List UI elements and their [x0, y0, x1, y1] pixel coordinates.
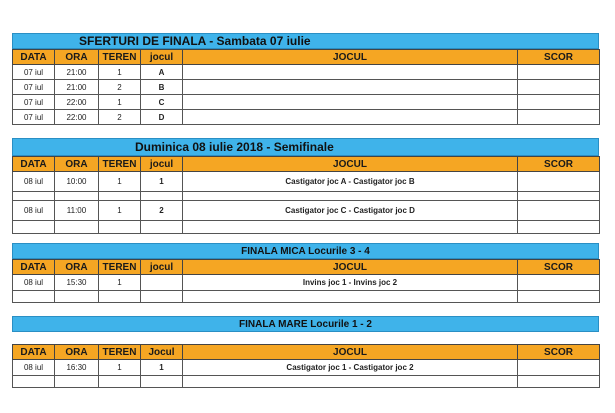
header-teren: TEREN	[99, 50, 141, 65]
header-jocul: jocul	[141, 157, 183, 172]
cell-scor	[518, 95, 600, 110]
table-row	[13, 172, 600, 192]
cell-scor	[518, 201, 600, 221]
cell-jocul: C	[141, 95, 183, 110]
header-ora: ORA	[55, 50, 99, 65]
semifinals-title: Duminica 08 iulie 2018 - Semifinale	[135, 140, 334, 154]
header-data: DATA	[13, 50, 55, 65]
cell-teren: 1	[99, 172, 141, 192]
cell-teren: 1	[99, 95, 141, 110]
cell-joc: Invins joc 1 - Invins joc 2	[183, 275, 518, 291]
cell-jocul: A	[141, 65, 183, 80]
small-final-title: FINALA MICA Locurile 3 - 4	[241, 245, 370, 257]
table-row	[13, 65, 600, 80]
table-row-spacer	[13, 221, 600, 234]
cell-jocul: 1	[141, 172, 183, 192]
header-teren: TEREN	[99, 260, 141, 275]
cell-teren: 1	[99, 201, 141, 221]
cell-ora: 11:00	[55, 201, 99, 221]
header-row	[13, 260, 600, 275]
cell-teren: 1	[99, 275, 141, 291]
header-teren: TEREN	[99, 345, 141, 360]
quarterfinals-title: SFERTURI DE FINALA - Sambata 07 iulie	[79, 34, 311, 48]
grand-final-title: FINALA MARE Locurile 1 - 2	[239, 318, 372, 330]
cell-jocul: 1	[141, 360, 183, 376]
header-row	[13, 157, 600, 172]
table-row-spacer	[13, 376, 600, 388]
header-scor: SCOR	[518, 345, 600, 360]
cell-jocul: B	[141, 80, 183, 95]
cell-joc	[183, 95, 518, 110]
table-row	[13, 110, 600, 125]
table-row	[13, 360, 600, 376]
header-ora: ORA	[55, 345, 99, 360]
grand-final-table	[12, 344, 600, 388]
header-jocul: jocul	[141, 260, 183, 275]
cell-ora: 21:00	[55, 65, 99, 80]
cell-scor	[518, 360, 600, 376]
header-scor: SCOR	[518, 157, 600, 172]
header-row	[13, 345, 600, 360]
cell-ora: 10:00	[55, 172, 99, 192]
cell-ora: 22:00	[55, 110, 99, 125]
header-joc: JOCUL	[183, 50, 518, 65]
header-scor: SCOR	[518, 260, 600, 275]
cell-ora: 16:30	[55, 360, 99, 376]
cell-joc	[183, 110, 518, 125]
cell-joc	[183, 65, 518, 80]
grand-final-title-bar	[12, 316, 599, 332]
header-row	[13, 50, 600, 65]
table-row	[13, 80, 600, 95]
small-final-table	[12, 259, 600, 303]
header-joc: JOCUL	[183, 157, 518, 172]
table-row-spacer	[13, 291, 600, 303]
quarterfinals-title-bar	[12, 33, 599, 49]
cell-data: 08 iul	[13, 275, 55, 291]
semifinals-section	[12, 138, 599, 234]
cell-ora: 15:30	[55, 275, 99, 291]
header-data: DATA	[13, 260, 55, 275]
table-row	[13, 275, 600, 291]
header-ora: ORA	[55, 260, 99, 275]
cell-scor	[518, 80, 600, 95]
cell-data: 07 iul	[13, 95, 55, 110]
grand-final-section	[12, 316, 599, 388]
header-scor: SCOR	[518, 50, 600, 65]
cell-data: 07 iul	[13, 80, 55, 95]
table-row-spacer	[13, 192, 600, 201]
cell-jocul: D	[141, 110, 183, 125]
header-jocul: Jocul	[141, 345, 183, 360]
cell-jocul: 2	[141, 201, 183, 221]
cell-joc: Castigator joc A - Castigator joc B	[183, 172, 518, 192]
cell-joc: Castigator joc 1 - Castigator joc 2	[183, 360, 518, 376]
cell-joc: Castigator joc C - Castigator joc D	[183, 201, 518, 221]
cell-data: 08 iul	[13, 172, 55, 192]
cell-scor	[518, 110, 600, 125]
cell-data: 07 iul	[13, 65, 55, 80]
cell-teren: 2	[99, 110, 141, 125]
semifinals-title-bar	[12, 138, 599, 156]
table-row	[13, 201, 600, 221]
cell-teren: 1	[99, 360, 141, 376]
grand-final-gap	[12, 332, 599, 344]
quarterfinals-table	[12, 49, 600, 125]
cell-teren: 2	[99, 80, 141, 95]
table-row	[13, 95, 600, 110]
quarterfinals-section	[12, 33, 599, 125]
small-final-section	[12, 243, 599, 303]
small-final-title-bar	[12, 243, 599, 259]
semifinals-table	[12, 156, 600, 234]
cell-ora: 21:00	[55, 80, 99, 95]
header-ora: ORA	[55, 157, 99, 172]
header-joc: JOCUL	[183, 260, 518, 275]
cell-jocul	[141, 275, 183, 291]
cell-data: 08 iul	[13, 201, 55, 221]
cell-data: 07 iul	[13, 110, 55, 125]
header-data: DATA	[13, 345, 55, 360]
cell-scor	[518, 275, 600, 291]
cell-ora: 22:00	[55, 95, 99, 110]
header-data: DATA	[13, 157, 55, 172]
cell-scor	[518, 172, 600, 192]
header-joc: JOCUL	[183, 345, 518, 360]
cell-data: 08 iul	[13, 360, 55, 376]
cell-scor	[518, 65, 600, 80]
cell-teren: 1	[99, 65, 141, 80]
header-teren: TEREN	[99, 157, 141, 172]
cell-joc	[183, 80, 518, 95]
header-jocul: jocul	[141, 50, 183, 65]
